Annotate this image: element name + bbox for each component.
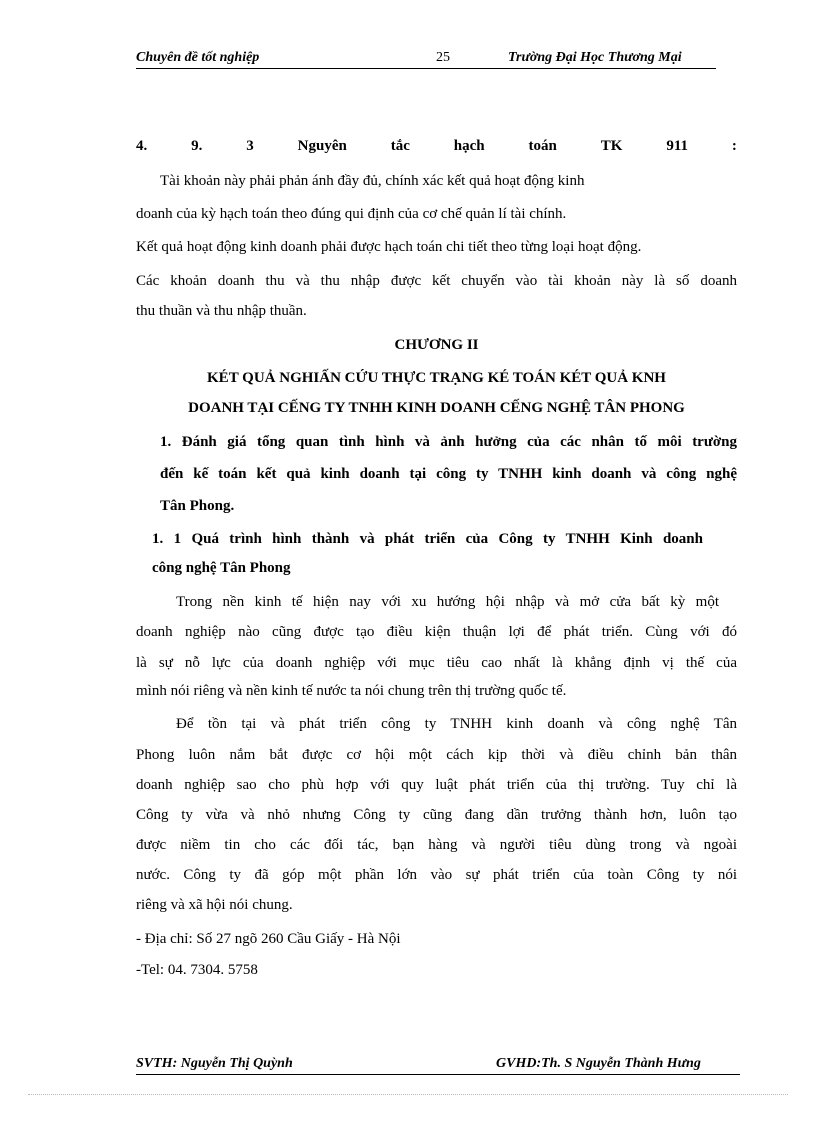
header-doc-type: Chuyên đề tốt nghiệp xyxy=(136,50,260,65)
paragraph-line: Các khoản doanh thu và thu nhập được kết chuyển vào tài khoản này là số doanh xyxy=(136,273,737,289)
section-heading xyxy=(136,135,737,157)
heading-part: toán xyxy=(528,138,557,154)
heading-part: hạch xyxy=(453,138,485,154)
subheading-line: 1. 1 Quá trình hình thành và phát triển của Công ty TNHH Kinh doanh xyxy=(152,531,703,547)
page-number: 25 xyxy=(436,50,450,65)
paragraph-line: được niềm tin cho các đối tác, bạn hàng và người tiêu dùng trong và ngoài xyxy=(136,837,737,853)
chapter-title-line: DOANH TẠI CẾNG TY TNHH KINH DOANH CẾNG NGHỆ TÂN PHONG xyxy=(188,400,685,416)
paragraph-line: Để tồn tại và phát triển công ty TNHH kinh doanh và công nghệ Tân xyxy=(176,716,737,732)
heading-part: TK xyxy=(600,138,623,154)
paragraph-line: doanh nghiệp nào cũng được tạo điều kiện thuận lợi để phát triển. Cùng với đó xyxy=(136,624,737,640)
paragraph-line: Trong nền kinh tế hiện nay với xu hướng hội nhập và mở cửa bất kỳ một xyxy=(176,594,719,610)
subheading-line: công nghệ Tân Phong xyxy=(152,560,291,576)
page-header xyxy=(136,50,716,69)
heading-part: 911 xyxy=(666,138,689,154)
subheading-line: đến kế toán kết quả kinh doanh tại công ty TNHH kinh doanh và công nghệ xyxy=(160,466,737,482)
subheading-line: 1. Đánh giá tổng quan tình hình và ảnh hưởng của các nhân tố môi trường xyxy=(160,434,737,450)
footer-advisor: GVHD:Th. S Nguyễn Thành Hưng xyxy=(496,1056,701,1071)
heading-part: 9. xyxy=(191,138,203,154)
heading-part: Nguyên xyxy=(297,138,347,154)
page-bottom-divider xyxy=(28,1094,788,1095)
page-footer xyxy=(136,1056,740,1075)
company-address: - Địa chỉ: Số 27 ngõ 260 Cầu Giấy - Hà Nội xyxy=(136,931,401,947)
header-school: Trường Đại Học Thương Mại xyxy=(508,50,682,65)
heading-part: : xyxy=(731,138,737,154)
paragraph-line: Tài khoản này phải phản ánh đầy đủ, chính xác kết quả hoạt động kinh xyxy=(160,173,585,189)
paragraph-line: doanh nghiệp sao cho phù hợp với quy luật phát triển của thị trường. Tuy chỉ là xyxy=(136,777,737,793)
company-phone: -Tel: 04. 7304. 5758 xyxy=(136,962,258,978)
paragraph-line: thu thuần và thu nhập thuần. xyxy=(136,303,307,319)
heading-part: tắc xyxy=(390,138,410,154)
paragraph-line: Công ty vừa và nhỏ nhưng Công ty cũng đang dần trưởng thành hơn, luôn tạo xyxy=(136,807,737,823)
paragraph-line: nước. Công ty đã góp một phần lớn vào sự phát triển của toàn Công ty nói xyxy=(136,867,737,883)
paragraph-line: mình nói riêng và nền kinh tế nước ta nói chung trên thị trường quốc tế. xyxy=(136,683,567,699)
heading-part: 4. xyxy=(136,138,148,154)
paragraph-line: là sự nỗ lực của doanh nghiệp với mục tiêu cao nhất là khẳng định vị thế của xyxy=(136,655,737,671)
heading-part: 3 xyxy=(246,138,254,154)
subheading-line: Tân Phong. xyxy=(160,498,235,514)
paragraph-line: Kết quả hoạt động kinh doanh phải được hạch toán chi tiết theo từng loại hoạt động. xyxy=(136,239,642,255)
footer-student: SVTH: Nguyễn Thị Quỳnh xyxy=(136,1056,293,1071)
paragraph-line: Phong luôn nắm bắt được cơ hội một cách kịp thời và điều chỉnh bản thân xyxy=(136,747,737,763)
chapter-label: CHƯƠNG II xyxy=(394,337,479,353)
paragraph-line: riêng và xã hội nói chung. xyxy=(136,897,293,913)
paragraph-line: doanh của kỳ hạch toán theo đúng qui định của cơ chế quản lí tài chính. xyxy=(136,206,567,222)
chapter-title-line: KÉT QUẢ NGHIẤN CỨU THỰC TRẠNG KÉ TOÁN KÉT QUẢ KNH xyxy=(207,370,666,386)
